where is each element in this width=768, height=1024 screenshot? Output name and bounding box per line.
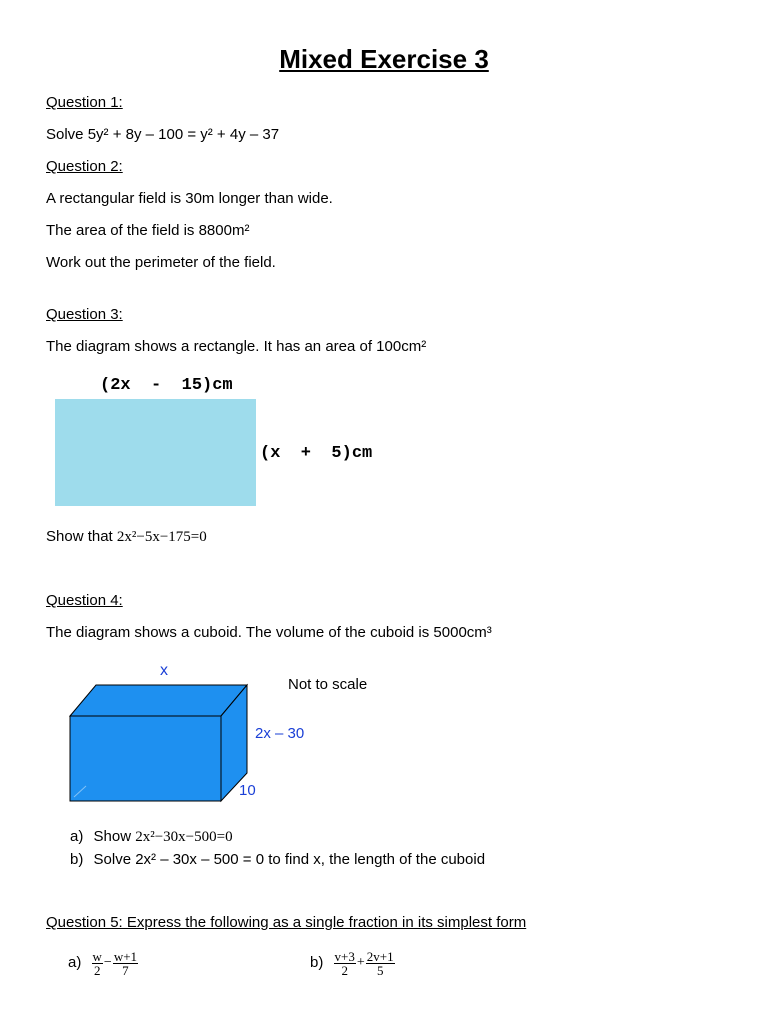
- question-2-line-1: A rectangular field is 30m longer than wide.: [46, 190, 333, 207]
- quadratic-equation-4: 2x²−30x−500=0: [135, 829, 233, 845]
- fraction-numerator: 2v+1: [366, 948, 394, 964]
- fraction-2v-plus-1-over-5: [366, 950, 395, 977]
- question-4-part-a: [70, 828, 233, 846]
- question-5-part-a: [68, 944, 138, 982]
- cuboid-height-label: 2x – 30: [255, 725, 305, 742]
- part-b-text: Solve 2x² – 30x – 500 = 0 to find x, the length of the cuboid: [93, 851, 486, 868]
- question-2-line-3: Work out the perimeter of the field.: [46, 254, 276, 271]
- question-3-heading: Question 3:: [46, 306, 123, 323]
- fraction-denominator: 2: [93, 962, 101, 978]
- part-a-show-text: Show: [93, 828, 136, 845]
- plus-operator: +: [356, 955, 365, 971]
- question-4-part-b: [70, 851, 485, 868]
- fraction-numerator: w: [92, 948, 102, 964]
- part-b-label: b): [70, 851, 84, 868]
- q5-part-b-label: b): [310, 954, 324, 972]
- question-2-line-2: The area of the field is 8800m²: [46, 222, 250, 239]
- question-5-part-b: [310, 944, 395, 982]
- question-4-heading: Question 4:: [46, 592, 123, 609]
- cuboid-front-face: [70, 716, 221, 801]
- fraction-w-over-2: [92, 950, 103, 977]
- fraction-denominator: 2: [341, 962, 348, 978]
- rectangle-width-label: (2x - 15)cm: [100, 376, 233, 395]
- question-2-heading: Question 2:: [46, 158, 123, 175]
- minus-operator: −: [103, 955, 112, 971]
- page-title: Mixed Exercise 3: [279, 44, 489, 74]
- question-3-intro: The diagram shows a rectangle. It has an area of 100cm²: [46, 338, 427, 355]
- fraction-denominator: 5: [376, 962, 384, 978]
- cuboid-depth-label: 10: [239, 782, 256, 799]
- question-5-heading: Question 5: Express the following as a single fraction in its simplest form: [46, 914, 527, 931]
- rectangle-diagram: [55, 399, 256, 506]
- rectangle-height-label: (x + 5)cm: [260, 444, 373, 463]
- not-to-scale-note: Not to scale: [288, 676, 368, 693]
- cuboid-x-label: x: [160, 662, 168, 679]
- question-1-text: Solve 5y² + 8y – 100 = y² + 4y – 37: [46, 126, 280, 143]
- fraction-w-plus-1-over-7: [113, 950, 138, 977]
- cuboid-top-face: [70, 685, 247, 716]
- question-3-show-line: [46, 528, 207, 546]
- question-4-intro: The diagram shows a cuboid. The volume of the cuboid is 5000cm³: [46, 624, 492, 641]
- quadratic-equation-3: 2x²−5x−175=0: [116, 529, 207, 545]
- fraction-v-plus-3-over-2: [334, 950, 356, 977]
- fraction-numerator: v+3: [334, 948, 355, 964]
- part-a-label: a): [70, 828, 84, 845]
- fraction-numerator: w+1: [113, 948, 138, 964]
- fraction-denominator: 7: [122, 962, 129, 978]
- q5-part-a-label: a): [68, 954, 82, 972]
- show-that-text: Show that: [46, 528, 117, 545]
- question-1-heading: Question 1:: [46, 94, 123, 111]
